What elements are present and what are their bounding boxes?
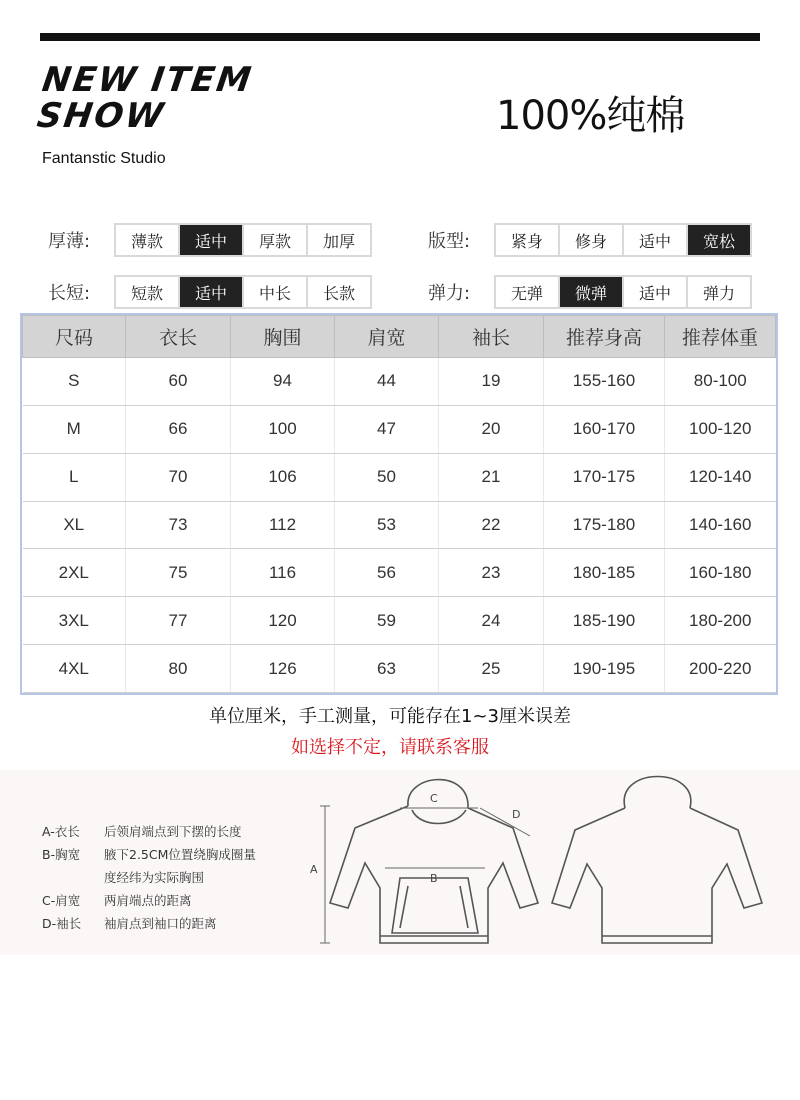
option-no-stretch: 无弹 [496,277,558,307]
header-length: 衣长 [126,316,231,358]
table-cell: 120 [231,597,335,645]
table-cell: 23 [439,549,544,597]
table-cell: 50 [335,453,439,501]
table-cell: 200-220 [665,645,776,693]
legend-row [42,889,304,912]
table-cell: 3XL [23,597,126,645]
label-a: A [310,863,318,876]
brand-title [35,62,255,134]
option-long: 长款 [308,277,370,307]
legend-desc: 度经纬为实际胸围 [104,870,205,885]
legend-key: B-胸宽 [42,847,81,862]
option-extra-thick: 加厚 [308,225,370,255]
attr-label: 版型: [428,231,471,252]
table-cell: 66 [126,405,231,453]
studio-name: Fantanstic Studio [42,150,166,167]
table-cell: 44 [335,358,439,406]
top-bar [40,33,760,41]
table-cell: 53 [335,501,439,549]
table-cell: 160-180 [665,549,776,597]
option-regular: 适中 [624,225,686,255]
measurement-legend [42,820,304,935]
option-group [494,275,752,309]
table-cell: 160-170 [544,405,665,453]
material-label: 100%纯棉 [496,93,685,139]
size-table [22,315,776,693]
option-group [114,223,372,257]
table-cell: 24 [439,597,544,645]
option-thin: 薄款 [116,225,178,255]
table-cell: 185-190 [544,597,665,645]
table-cell: M [23,405,126,453]
table-row [23,358,776,406]
table-row [23,597,776,645]
option-thick: 厚款 [244,225,306,255]
legend-desc: 两肩端点的距离 [104,893,192,908]
label-d: D [512,808,521,821]
hoodie-diagram [300,768,780,958]
table-cell: 77 [126,597,231,645]
table-row [23,405,776,453]
table-cell: 80 [126,645,231,693]
table-cell: 180-185 [544,549,665,597]
header-shoulder: 肩宽 [335,316,439,358]
header-weight: 推荐体重 [665,316,776,358]
table-cell: 60 [126,358,231,406]
table-cell: 47 [335,405,439,453]
size-table-container [20,313,778,695]
table-cell: S [23,358,126,406]
attr-label: 长短: [48,283,91,304]
option-tight: 紧身 [496,225,558,255]
attr-fit [428,223,752,257]
option-group [114,275,372,309]
header-size: 尺码 [23,316,126,358]
table-cell: L [23,453,126,501]
option-slight-stretch-selected: 微弹 [560,277,622,307]
option-medium-selected: 适中 [180,225,242,255]
table-cell: 56 [335,549,439,597]
table-cell: 75 [126,549,231,597]
table-cell: 25 [439,645,544,693]
header-chest: 胸围 [231,316,335,358]
back-hoodie-icon [552,777,762,944]
table-cell: 140-160 [665,501,776,549]
table-cell: 175-180 [544,501,665,549]
table-row [23,501,776,549]
legend-desc: 袖肩点到袖口的距离 [104,916,217,931]
table-cell: 155-160 [544,358,665,406]
attr-label: 弹力: [428,283,471,304]
table-cell: 63 [335,645,439,693]
contact-note: 如选择不定，请联系客服 [291,737,489,758]
table-cell: 180-200 [665,597,776,645]
header-height: 推荐身高 [544,316,665,358]
table-cell: 22 [439,501,544,549]
table-row [23,645,776,693]
attr-length [48,275,372,309]
unit-note: 单位厘米，手工测量，可能存在1~3厘米误差 [209,706,571,727]
option-medium-selected: 适中 [180,277,242,307]
option-group [494,223,752,257]
legend-key: A-衣长 [42,824,80,839]
table-body [23,358,776,693]
table-cell: 19 [439,358,544,406]
option-mid-long: 中长 [244,277,306,307]
table-cell: 112 [231,501,335,549]
table-cell: XL [23,501,126,549]
legend-row [42,820,304,843]
table-cell: 116 [231,549,335,597]
brand-line-1: NEW ITEM [39,60,256,100]
legend-desc: 后领肩端点到下摆的长度 [104,824,242,839]
table-cell: 106 [231,453,335,501]
legend-row [42,912,304,935]
table-cell: 100-120 [665,405,776,453]
legend-row [42,843,304,866]
brand-line-2: SHOW [34,96,168,136]
table-cell: 4XL [23,645,126,693]
label-b: B [430,872,438,885]
table-header-row [23,316,776,358]
table-cell: 21 [439,453,544,501]
table-cell: 70 [126,453,231,501]
attr-thickness [48,223,372,257]
table-cell: 126 [231,645,335,693]
measurement-arrows [320,806,530,943]
table-cell: 120-140 [665,453,776,501]
table-cell: 2XL [23,549,126,597]
table-cell: 80-100 [665,358,776,406]
legend-key [42,866,104,889]
option-loose-selected: 宽松 [688,225,750,255]
option-slim: 修身 [560,225,622,255]
option-stretch: 弹力 [688,277,750,307]
table-row [23,549,776,597]
table-cell: 94 [231,358,335,406]
table-cell: 170-175 [544,453,665,501]
option-moderate: 适中 [624,277,686,307]
legend-row [42,866,304,889]
legend-key: D-袖长 [42,916,82,931]
attr-elasticity [428,275,752,309]
table-cell: 59 [335,597,439,645]
legend-desc: 腋下2.5CM位置绕胸成圈量 [104,847,256,862]
table-cell: 100 [231,405,335,453]
table-cell: 20 [439,405,544,453]
table-row [23,453,776,501]
attr-label: 厚薄: [48,231,91,252]
legend-key: C-肩宽 [42,893,81,908]
option-short: 短款 [116,277,178,307]
table-cell: 190-195 [544,645,665,693]
header-sleeve: 袖长 [439,316,544,358]
table-cell: 73 [126,501,231,549]
label-c: C [430,792,438,805]
